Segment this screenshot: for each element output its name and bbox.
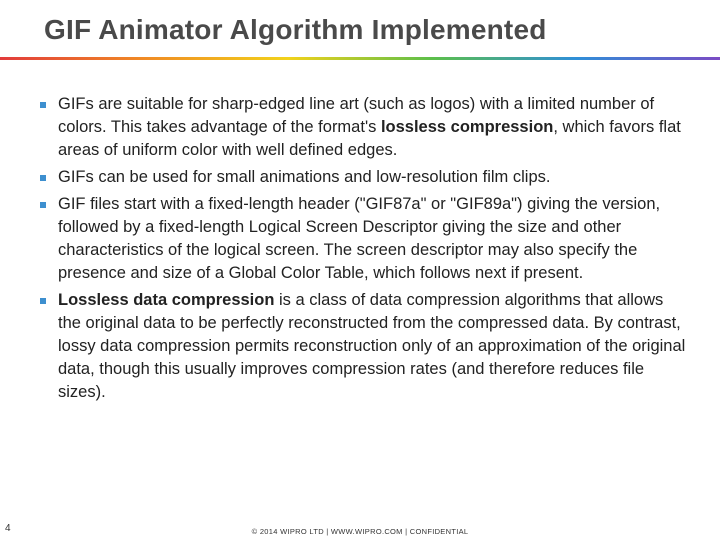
bullet-list xyxy=(40,93,690,408)
footer-text: © 2014 WIPRO LTD | WWW.WIPRO.COM | CONFIDENTIAL xyxy=(251,527,469,536)
square-bullet-icon xyxy=(40,175,46,181)
page-number: 4 xyxy=(5,523,11,534)
bullet-bold-text: lossless compression xyxy=(380,118,554,136)
bullet-text: is a class of data compression algorithms that allows the original data to be perfectly reconstructed from the compressed data. By contrast, lossy data compression permits reconstruction only of an approximation of the original data, though this usually improves compression rates (and therefore reduces file sizes). xyxy=(58,291,686,401)
slide-title: GIF Animator Algorithm Implemented xyxy=(44,14,547,45)
square-bullet-icon xyxy=(40,202,46,208)
bullet-text: , which favors flat areas of uniform color with well defined edges. xyxy=(58,118,681,159)
square-bullet-icon xyxy=(40,298,46,304)
bullet-item xyxy=(40,166,690,189)
bullet-item xyxy=(40,289,690,404)
bullet-item xyxy=(40,193,690,285)
bullet-item xyxy=(40,93,690,162)
square-bullet-icon xyxy=(40,102,46,108)
bullet-text: GIFs are suitable for sharp-edged line art (such as logos) with a limited number of colors. This takes advantage of the format's xyxy=(58,95,655,136)
bullet-text: GIF files start with a fixed-length header ("GIF87a" or "GIF89a") giving the version, followed by a fixed-length Logical Screen Descriptor giving the size and other characteristics of the logical screen. The screen descriptor may also specify the presence and size of a Global Color Table, which follows next if present. xyxy=(58,195,661,282)
bullet-text: GIFs can be used for small animations and low-resolution film clips. xyxy=(58,168,551,186)
rainbow-divider xyxy=(0,57,720,60)
bullet-bold-text: Lossless data compression xyxy=(58,291,275,309)
